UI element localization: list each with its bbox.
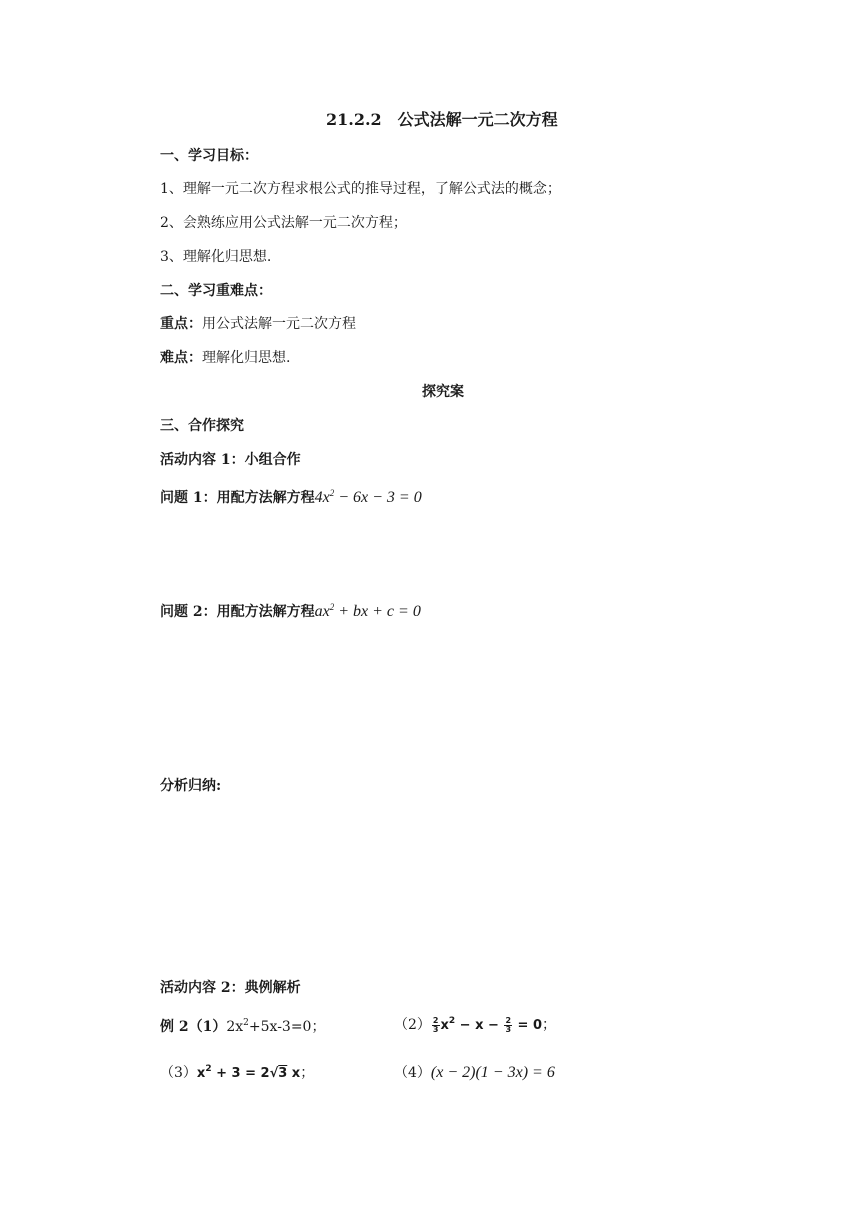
example-1-equation: $2x^2+5x-3=0$；	[226, 1018, 326, 1035]
key-points-heading: 二、学习重难点：	[160, 283, 272, 299]
activity1-heading: 活动内容 1：小组合作	[160, 452, 301, 468]
question-1-label: 问题 1：用配方法解方程	[160, 490, 315, 506]
coop-heading: 三、合作探究	[160, 418, 244, 434]
explore-heading: 探究案	[422, 384, 464, 400]
difficulty-label: 难点：	[160, 350, 202, 366]
question-1	[160, 488, 422, 508]
example-4: （4）(x − 2)(1 − 3x) = 6	[394, 1064, 555, 1081]
activity2-heading: 活动内容 2：典例解析	[160, 980, 301, 996]
objective-item: 1、理解一元二次方程求根公式的推导过程，了解公式法的概念；	[160, 181, 561, 197]
key-point-label: 重点：	[160, 316, 202, 332]
objective-item: 2、会熟练应用公式法解一元二次方程；	[160, 215, 407, 231]
key-point-text: 用公式法解一元二次方程	[202, 316, 356, 332]
sqrt-icon: √	[269, 1066, 279, 1081]
example-2: （2） $\frac{2}{3}$ $x^2 - x$ − $\frac{2}{3}$ = 0；	[394, 1015, 557, 1034]
objectives-heading: 一、学习目标：	[160, 148, 258, 164]
difficulty-text: 理解化归思想.	[202, 350, 291, 366]
analysis-heading: 分析归纳:	[160, 778, 222, 794]
question-2	[160, 602, 421, 622]
page-title: 21.2.2 公式法解一元二次方程	[326, 110, 558, 129]
example-label: 例 2（1）	[160, 1019, 227, 1035]
question-2-equation: $ax^2$ + bx + c = 0	[314, 602, 421, 620]
difficulty-line	[160, 348, 290, 368]
question-2-label: 问题 2：用配方法解方程	[160, 604, 315, 620]
fraction: $\frac{2}{3}$	[432, 1015, 439, 1034]
fraction: $\frac{2}{3}$	[505, 1015, 512, 1034]
key-point-line	[160, 314, 356, 334]
example-2-label: （2）	[394, 1017, 431, 1033]
example-3-label: （3）	[160, 1065, 197, 1081]
objective-item: 3、理解化归思想.	[160, 249, 272, 265]
question-1-equation: $4x^2 - 6x - 3 = 0$	[314, 488, 422, 506]
example-1	[160, 1017, 325, 1037]
example-3: $(3)x^2 + 3 = 2√3$ x；	[160, 1064, 315, 1081]
example-4-label: （4）	[394, 1065, 431, 1081]
